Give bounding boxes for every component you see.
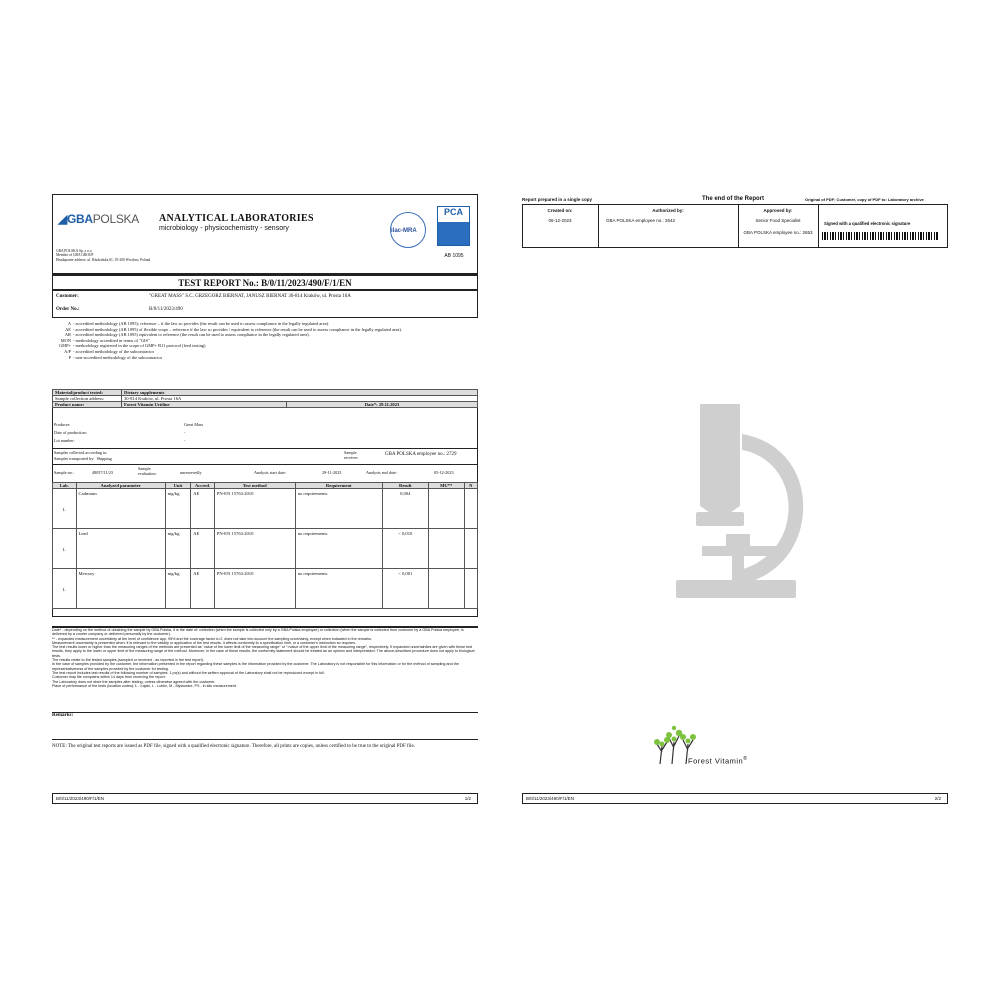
receiver-label: Sample receiver: <box>344 450 359 461</box>
legend-desc: - non-accredited methodology of the subcontractor <box>73 354 163 360</box>
product-value: Forest Vitamin Uridine <box>122 402 287 408</box>
fine-print-line: ** - expanded measurement uncertainty at the level of confidence app. 95% and the coverage factor k=2, does not take into account the sampling uncertainty, except when indicated in the remarks. <box>52 636 373 641</box>
result-cell-param: Cadmium <box>76 489 165 529</box>
col-n: N <box>464 483 477 489</box>
material-label: Material/product tested: <box>53 390 122 396</box>
legend-desc: - accredited methodology (AB 1095); reference – if the law so provides (the result can be used to assess compliance in the legally regulated area). <box>73 321 330 326</box>
report-page-1 <box>52 194 478 808</box>
result-cell-result: < 0,001 <box>382 569 428 609</box>
fine-print-line: Place of performance of the tests (location codes): Ł - Łajski, L - Lublin, M - Mysłowice, PS - in situ measurement. <box>52 683 237 688</box>
approved-label: Approved by: <box>763 208 793 213</box>
pca-badge-fill <box>438 222 469 245</box>
result-cell-method: PN-EN 15763:2010 <box>214 529 295 569</box>
fine-print-line: In the case of samples provided by the customer, the information presented in the report regarding these samples is the information provided by the customer. The Laboratory is not responsible for this information or for the method of sampling and the representativeness of the samples provided by the customer for testing. <box>52 662 459 671</box>
lab-title: ANALYTICAL LABORATORIES <box>159 213 314 224</box>
result-cell-req: no requirements <box>295 569 382 609</box>
col-result: Result <box>382 483 428 489</box>
result-row <box>53 529 478 569</box>
authorized-value: GBA POLSKA employee no.: 2642 <box>606 218 676 223</box>
fine-print-line: Customer may file complains within 14 days from receiving the report. <box>52 675 166 680</box>
lab-subtitle: microbiology - physicochemistry - sensory <box>159 225 289 232</box>
signature-barcode-icon <box>822 232 938 240</box>
sample-no-label: Sample no.: <box>54 470 75 475</box>
report-title: TEST REPORT No.: B/0/11/2023/490/F/1/EN <box>52 274 478 290</box>
fine-print <box>52 628 478 688</box>
result-cell-result: 0,004 <box>382 489 428 529</box>
col-lab: Lab. <box>53 483 77 489</box>
material-value: Dietary supplements <box>122 390 478 396</box>
page-footer <box>52 793 478 804</box>
customer-label: Customer: <box>56 294 79 299</box>
result-cell-accred: AE <box>191 529 215 569</box>
transported-label: Samples transported by: <box>54 456 95 461</box>
result-cell-lab: L <box>53 529 77 569</box>
note-text: NOTE: The original test reports are issued as PDF file, signed with a qualified electronic signature. Therefore, all prints are copies, unless certified to be true to the original PDF file. <box>52 744 415 749</box>
result-cell-result: < 0,010 <box>382 529 428 569</box>
gba-polska-logo <box>58 212 139 226</box>
ilac-mra-label: ilac-MRA <box>391 228 417 234</box>
single-copy-note: Report prepared in a single copy <box>522 197 593 202</box>
result-cell-n <box>464 569 477 609</box>
lot-number-label: Lot number: <box>54 438 75 443</box>
logo-light: POLSKA <box>92 212 139 226</box>
methodology-legend <box>52 321 478 360</box>
result-cell-lab: L <box>53 489 77 529</box>
result-cell-unit: mg/kg <box>165 489 191 529</box>
sample-evaluation-label: Sample evaluation: <box>138 466 157 477</box>
created-value: 06-12-2023 <box>548 218 572 223</box>
accreditation-number: AB 1095 <box>444 253 464 259</box>
footer-page-number: 2/2 <box>934 796 941 801</box>
analysis-end-label: Analysis end date: <box>366 470 397 475</box>
fine-print-line: The test report includes test results of the following number of samples: 1 pc(s) and without the written approval of the Laboratory shall not be reproduced except in full. <box>52 670 325 675</box>
result-cell-accred: AE <box>191 489 215 529</box>
date-of-production-label: Date of production: <box>54 430 87 435</box>
result-cell-req: no requirements <box>295 529 382 569</box>
receiver-value: GBA POLSKA employee no.: 2729 <box>385 452 457 457</box>
transported-value: Shipping <box>96 456 112 461</box>
result-cell-mu <box>428 569 464 609</box>
legend-desc: - accredited methodology of the subcontractor <box>73 348 155 354</box>
producer-label: Producer: <box>54 422 71 427</box>
col-unit: Unit <box>165 483 191 489</box>
legend-row <box>52 355 478 361</box>
producer-value: Great Mass <box>184 422 204 427</box>
forest-vitamin-brand <box>688 756 747 766</box>
result-cell-method: PN-EN 15763:2010 <box>214 489 295 529</box>
transported-by <box>54 456 112 461</box>
microscope-watermark-icon <box>662 394 822 604</box>
analysis-start-label: Analysis start date: <box>254 470 287 475</box>
date-value: 29.11.2023 <box>378 402 400 407</box>
footer-report-id: B/0/11/2023/490/F/1/EN <box>56 796 104 801</box>
legend-desc: - accredited methodology (AB 1095) equivalent to reference (the result can be used to assess compliance in the legally regulated area). <box>73 332 310 338</box>
order-value: B/0/11/2023/490 <box>149 307 183 312</box>
page-footer <box>522 793 948 804</box>
result-cell-param: Mercury <box>76 569 165 609</box>
result-row <box>53 569 478 609</box>
result-row <box>53 489 478 529</box>
legend-key: MON <box>60 337 71 343</box>
legend-key: A <box>67 321 71 326</box>
company-address <box>56 249 150 262</box>
sample-evaluation-value: unreservedly <box>180 470 202 475</box>
date-label: Date*: <box>364 402 378 407</box>
col-method: Test method <box>214 483 295 489</box>
approved-value: GBA POLSKA employee no.: 2653 <box>743 230 813 235</box>
legend-desc: - accredited methodology (AB 1095) of flexible scope – reference if the law so provides / equivalent to reference (the result can be used to assess compliance in the legally regulated area). <box>73 326 402 332</box>
order-label: Order No.: <box>56 307 80 312</box>
results-body <box>53 489 478 609</box>
results-table <box>52 482 478 609</box>
result-cell-accred: AE <box>191 569 215 609</box>
collection-address-value: 30-814 Kraków, ul. Prosta 16A <box>122 396 478 402</box>
result-cell-n <box>464 489 477 529</box>
analysis-start-value: 29-11-2023 <box>322 470 342 475</box>
signed-label: Signed with a qualified electronic signature <box>824 221 911 226</box>
lot-number-value: - <box>184 438 186 443</box>
legend-desc: - methodology registered in the scope of GMP+ B11 protocol (feed testing) <box>73 343 206 349</box>
collected-according-label: Samples collected according to: <box>54 450 108 455</box>
fine-print-line: The test results lower or higher than the measuring ranges of the methods are presented as "value of the lower limit of the measuring range" or ">value of the upper limit of the measuring range", respectively. If expanded uncertainties are given with these test results, they apply to the lower or upper limit of the measuring range of the method. Moreover, in the case of these results, the conformity statement should be treated as an opinion and interpretation. The above-described procedure does not apply to biological tests. <box>52 645 475 658</box>
sample-date <box>287 402 478 408</box>
customer-box <box>52 290 478 318</box>
analysis-end-value: 05-12-2023 <box>434 470 454 475</box>
end-of-report: The end of the Report <box>702 196 764 202</box>
remarks-label: Remarks: <box>52 713 74 718</box>
address-line: GBA POLSKA Sp. z o.o. <box>56 249 93 253</box>
col-requirement: Requirement <box>295 483 382 489</box>
fine-print-line: Date* - depending on the method of obtaining the sample by GBA Polska, it is the date of: collection (when the sample is collected only by a GBA Polska employee) or collection (when the sample is collected from customer by a GBA Polska employee, is delivered by a courier company or delivered personally by the customer). <box>52 628 464 637</box>
logo-triangle-icon: ◢ <box>58 212 67 226</box>
result-cell-unit: mg/kg <box>165 569 191 609</box>
legend-key: GMP+ <box>59 343 71 349</box>
product-label: Product name: <box>53 402 122 408</box>
brand-name: Forest Vitamin <box>688 756 744 766</box>
approved-role: Senior Food Specialist <box>755 218 801 223</box>
fine-print-line: The Laboratory does not store the samples after testing, unless otherwise agreed with the customer. <box>52 679 216 684</box>
result-cell-lab: L <box>53 569 77 609</box>
address-line: Member of GBA GROUP <box>56 253 94 258</box>
result-cell-param: Lead <box>76 529 165 569</box>
collection-address-label: Sample collection address: <box>53 396 122 402</box>
fine-print-line: The results relate to the tested samples (sampled or received - as reported in the test report). <box>52 658 204 663</box>
date-of-production-value: - <box>184 430 186 435</box>
report-page-2 <box>522 194 948 808</box>
legend-key: AE <box>65 326 71 332</box>
legend-key: AR <box>64 332 71 338</box>
registered-mark: ® <box>743 756 748 762</box>
legend-desc: - methodology accredited in terms of "GIS" <box>73 337 150 343</box>
result-cell-n <box>464 529 477 569</box>
fine-print-line: Measurement uncertainty is presented when: it is relevant to the validity or application of the test results, it affects conformity to a specification limit, or a customer's instruction so requires. <box>52 640 356 645</box>
col-parameter: Analyzed parameter <box>76 483 165 489</box>
legend-key: P <box>68 354 71 360</box>
material-table <box>52 389 478 408</box>
result-cell-req: no requirements <box>295 489 382 529</box>
sample-no-value: 48057/11/23 <box>92 470 114 475</box>
original-pdf-note: Original of PDF: Customer, copy of PDF to: Laboratory archive <box>805 197 924 202</box>
col-mu: MU** <box>428 483 464 489</box>
result-cell-mu <box>428 529 464 569</box>
created-label: Created on: <box>547 208 573 213</box>
col-accred: Accred. <box>191 483 215 489</box>
authorized-label: Authorized by: <box>652 208 684 213</box>
address-line: Headquarter address: ul. Kłudzińska 61, 55-200 Wrocław, Poland <box>56 257 151 262</box>
result-cell-method: PN-EN 15763:2010 <box>214 569 295 609</box>
logo-bold: GBA <box>66 212 93 226</box>
pca-label: PCA <box>438 207 469 221</box>
result-cell-mu <box>428 489 464 529</box>
footer-report-id: B/0/11/2023/490/F/1/EN <box>526 796 574 801</box>
result-cell-unit: mg/kg <box>165 529 191 569</box>
footer-page-number: 1/2 <box>464 796 471 801</box>
customer-value: "GREAT MASS" S.C. GRZEGORZ BIERNAT, JANUSZ BIERNAT 30-814 Kraków, ul. Prosta 16A <box>149 294 351 299</box>
legend-key: A/P <box>64 348 71 354</box>
